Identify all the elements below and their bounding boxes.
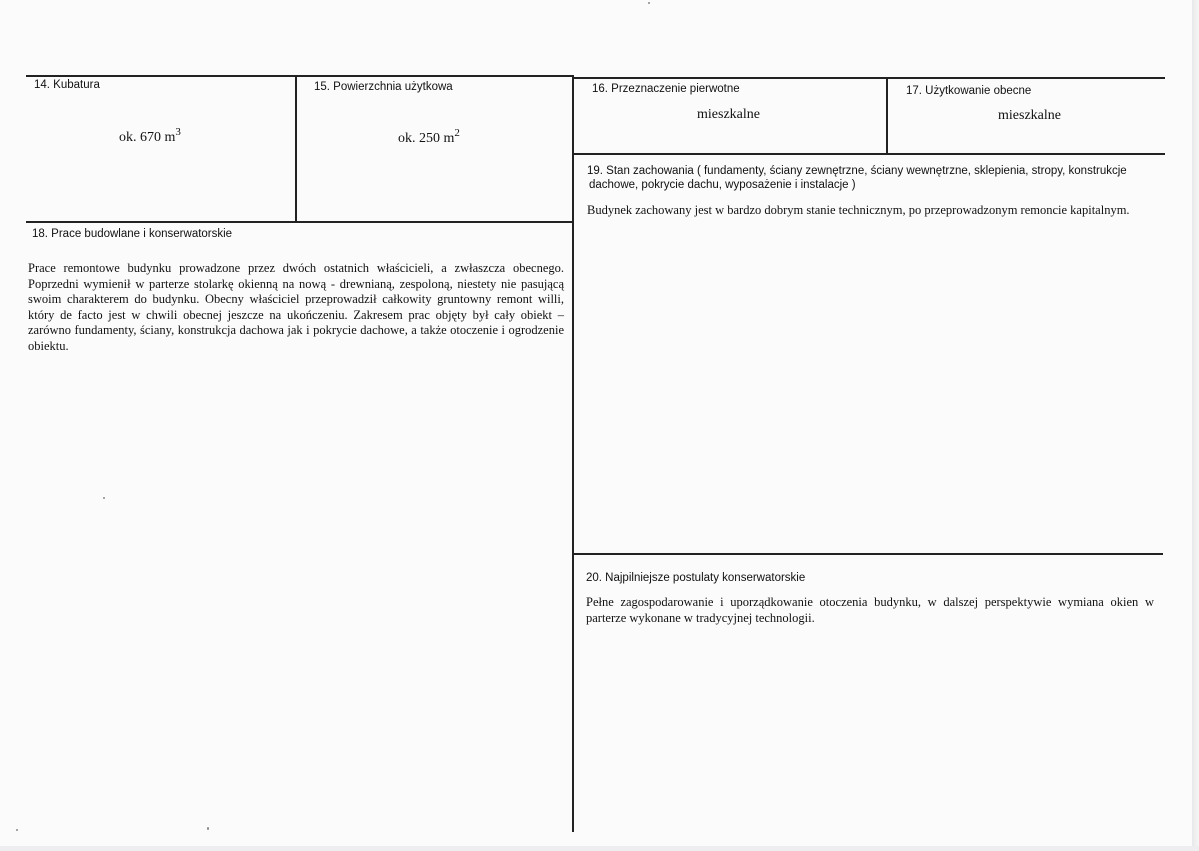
field-label-postulaty: 20. Najpilniejsze postulaty konserwatorskie (586, 572, 806, 584)
field-value-powierzchnia (398, 127, 460, 147)
scan-speck (648, 2, 650, 4)
scan-edge (1192, 0, 1199, 851)
field-value-kubatura (119, 126, 181, 146)
scan-edge (0, 846, 1199, 851)
field-text-postulaty: Pełne zagospodarowanie i uporządkowanie otoczenia budynku, w dalszej perspektywie wymiana okien w parterze wykonane w tradycyjnej technologii. (586, 595, 1154, 625)
powierzchnia-unit-power: 2 (454, 127, 460, 139)
field-label-stan: 19. Stan zachowania ( fundamenty, ściany zewnętrzne, ściany wewnętrzne, sklepienia, stropy, konstrukcje dachowe, pokrycie dachu, wyposażenie i instalacje ) (587, 165, 1127, 191)
scan-speck (16, 829, 18, 831)
field-text-prace: Prace remontowe budynku prowadzone przez dwóch ostatnich właścicieli, a zwłaszcza obecnego. Poprzedni wymienił w parterze stolarkę okienną na nową - drewnianą, zespoloną, niestety nie pasującą swoim charakterem do budynku. Obecny właściciel przeprowadził całkowity gruntowny remont willi, który de facto jest w chwili obecnej jeszcze na ukończeniu. Zakresem prac objęty był cały obiekt – zarówno fundamenty, ściany, konstrukcja dachowa jak i pokrycie dachowe, a także otoczenie i ogrodzenie obiektu. (28, 261, 564, 353)
form-divider-center (572, 75, 574, 832)
field-label-prace: 18. Prace budowlane i konserwatorskie (32, 228, 233, 240)
form-divider (886, 77, 888, 154)
field-text-stan: Budynek zachowany jest w bardzo dobrym stanie technicznym, po przeprowadzonym remoncie kapitalnym. (587, 203, 1130, 217)
form-rule-top-right (573, 77, 1165, 79)
scan-speck (207, 827, 209, 830)
field-label-kubatura: 14. Kubatura (34, 79, 100, 91)
powierzchnia-value-text: ok. 250 m (398, 131, 455, 146)
kubatura-unit-power: 3 (175, 126, 181, 138)
field-label-przeznaczenie: 16. Przeznaczenie pierwotne (592, 83, 740, 95)
field-value-przeznaczenie: mieszkalne (697, 107, 760, 122)
form-rule (573, 553, 1163, 555)
form-rule (573, 153, 1165, 155)
form-rule-top-left (26, 75, 573, 77)
kubatura-value-text: ok. 670 m (119, 130, 176, 145)
scan-speck (103, 497, 105, 499)
form-divider (295, 75, 297, 222)
form-rule (26, 221, 573, 223)
field-label-uzytkowanie: 17. Użytkowanie obecne (906, 85, 1032, 97)
field-label-powierzchnia: 15. Powierzchnia użytkowa (314, 81, 453, 93)
field-value-uzytkowanie: mieszkalne (998, 108, 1061, 123)
